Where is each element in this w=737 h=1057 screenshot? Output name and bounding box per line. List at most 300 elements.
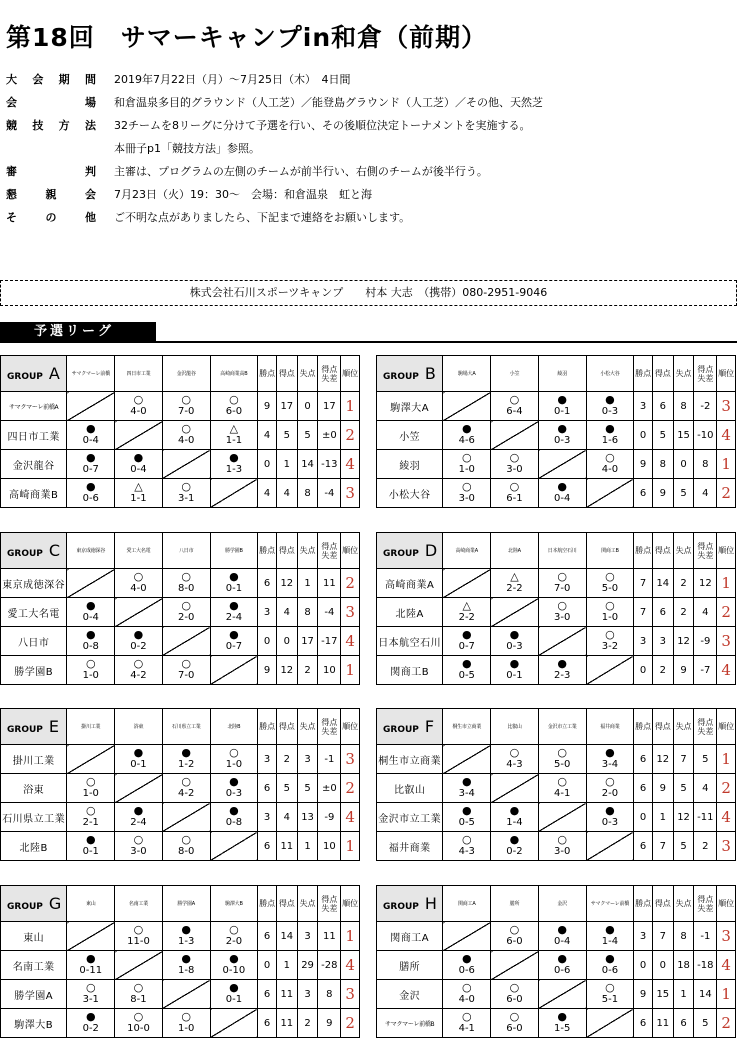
group-h-table: [376, 885, 736, 1037]
match-score: 0-3: [554, 435, 571, 446]
match-score: 0-1: [225, 583, 243, 594]
self-match-cell: [162, 803, 210, 832]
goal-difference: -2: [694, 392, 717, 421]
table-row: [1, 598, 360, 627]
goals-against: 3: [297, 745, 318, 774]
info-value: 和倉温泉多目的グラウンド（人工芝）／能登島グラウンド（人工芝）／その他、天然芝: [114, 96, 543, 109]
column-team-header: 駒澤大B: [210, 886, 258, 922]
stat-header: 順位: [717, 709, 736, 745]
standings-table: [376, 532, 736, 685]
points: 6: [258, 980, 277, 1009]
match-score: 2-0: [225, 936, 243, 947]
match-result: [443, 450, 491, 479]
match-score: 0-1: [82, 846, 99, 857]
stat-header: 得点失差: [318, 533, 341, 569]
result-symbol: ●: [461, 628, 472, 641]
team-name: 東山: [1, 922, 67, 951]
goals-for: 4: [276, 598, 297, 627]
match-score: 4-3: [506, 759, 523, 770]
stat-header: 順位: [717, 356, 736, 392]
info-label: [6, 210, 96, 226]
rank: 4: [341, 803, 360, 832]
match-result: [491, 627, 539, 656]
match-result: [67, 774, 115, 803]
group-letter: C: [48, 541, 61, 560]
match-score: 2-2: [506, 583, 523, 594]
goals-against: 29: [297, 951, 318, 980]
result-symbol: ●: [133, 451, 144, 464]
points: 0: [258, 627, 277, 656]
table-row: [1, 832, 360, 861]
table-row: [377, 569, 736, 598]
result-symbol: ●: [85, 599, 96, 612]
goals-for: 0: [276, 627, 297, 656]
goal-difference: 5: [694, 1009, 717, 1038]
team-name: 愛工大名電: [1, 598, 67, 627]
match-result: [586, 627, 634, 656]
points: 6: [258, 922, 277, 951]
match-result: [210, 980, 258, 1009]
group-name: [1, 886, 67, 922]
result-symbol: ○: [509, 981, 520, 994]
result-symbol: ●: [605, 952, 615, 965]
goals-for: 6: [652, 598, 673, 627]
goals-against: 7: [673, 745, 694, 774]
team-name: 綾羽: [377, 450, 443, 479]
result-symbol: ●: [509, 804, 520, 817]
goals-against: 6: [673, 1009, 694, 1038]
result-symbol: ●: [605, 923, 615, 936]
self-match-cell: [210, 656, 258, 685]
result-symbol: ○: [85, 657, 96, 670]
result-symbol: ○: [509, 923, 520, 936]
team-name: 金沢龍谷: [1, 450, 67, 479]
self-match-cell: [538, 803, 586, 832]
goals-for: 12: [276, 656, 297, 685]
goals-against: 0: [297, 392, 318, 421]
stat-header: 得点失差: [694, 709, 717, 745]
result-symbol: ●: [509, 628, 520, 641]
goals-against: 8: [673, 392, 694, 421]
info-label-char: 懇: [6, 188, 17, 201]
stat-header: 得点: [652, 533, 673, 569]
table-row: [1, 421, 360, 450]
rank: 4: [341, 450, 360, 479]
goal-difference: 17: [318, 392, 341, 421]
result-symbol: ○: [229, 746, 239, 759]
match-result: [443, 598, 491, 627]
team-name: 掛川工業: [1, 745, 67, 774]
stat-header: 得点失差: [694, 533, 717, 569]
page-title: 第18回 サマーキャンプin和倉（前期）: [6, 23, 488, 52]
match-result: [210, 598, 258, 627]
points: 9: [634, 980, 653, 1009]
info-label-char: 大: [6, 73, 17, 86]
match-score: 2-1: [82, 817, 99, 828]
match-score: 3-0: [506, 464, 523, 475]
stat-header: 順位: [341, 886, 360, 922]
points: 3: [258, 598, 277, 627]
goals-against: 5: [673, 774, 694, 803]
match-score: 3-1: [82, 994, 99, 1005]
match-score: 1-1: [130, 493, 147, 504]
table-row: [1, 656, 360, 685]
match-score: 3-2: [601, 641, 619, 652]
info-row: [6, 118, 726, 141]
result-symbol: ○: [181, 480, 191, 493]
points: 6: [258, 774, 277, 803]
stat-header: 順位: [341, 533, 360, 569]
match-result: [210, 922, 258, 951]
result-symbol: ○: [605, 570, 615, 583]
stat-header: 勝点: [258, 533, 277, 569]
standings-table: [0, 708, 360, 861]
table-row: [377, 392, 736, 421]
table-row: [377, 450, 736, 479]
points: 0: [634, 951, 653, 980]
result-symbol: ○: [605, 775, 615, 788]
goals-for: 14: [276, 922, 297, 951]
result-symbol: ○: [461, 981, 472, 994]
result-symbol: ○: [229, 393, 239, 406]
match-result: [443, 951, 491, 980]
result-symbol: ○: [133, 1010, 144, 1023]
match-result: [443, 421, 491, 450]
match-result: [586, 951, 634, 980]
goals-for: 6: [652, 392, 673, 421]
self-match-cell: [162, 450, 210, 479]
goals-against: 5: [297, 421, 318, 450]
stat-header: 勝点: [258, 886, 277, 922]
result-symbol: ○: [557, 775, 567, 788]
match-score: 7-0: [178, 670, 195, 681]
match-score: 0-4: [554, 493, 571, 504]
match-score: 6-0: [225, 406, 243, 417]
goals-for: 5: [276, 774, 297, 803]
group-letter: H: [424, 894, 437, 913]
result-symbol: ○: [181, 599, 191, 612]
rank: 2: [717, 1009, 736, 1038]
result-symbol: ●: [85, 833, 96, 846]
standings-table: [376, 708, 736, 861]
match-result: [491, 569, 539, 598]
match-result: [586, 598, 634, 627]
self-match-cell: [491, 951, 539, 980]
self-match-cell: [115, 951, 163, 980]
goals-against: 5: [673, 479, 694, 508]
match-score: 1-0: [601, 612, 619, 623]
stat-header: 勝点: [258, 356, 277, 392]
result-symbol: △: [510, 570, 519, 583]
team-name: 四日市工業: [1, 421, 67, 450]
table-row: [377, 832, 736, 861]
match-score: 2-0: [178, 612, 195, 623]
group-label: GROUP: [383, 725, 419, 735]
self-match-cell: [443, 569, 491, 598]
team-name: 金沢市立工業: [377, 803, 443, 832]
result-symbol: ○: [181, 393, 191, 406]
match-score: 0-4: [554, 936, 571, 947]
match-result: [538, 774, 586, 803]
match-score: 6-0: [506, 1023, 523, 1034]
result-symbol: ○: [461, 480, 472, 493]
group-letter: D: [424, 541, 438, 560]
group-a-table: [0, 355, 360, 507]
group-name: [377, 533, 443, 569]
points: 0: [634, 803, 653, 832]
table-row: [1, 392, 360, 421]
section-title: 予選リーグ: [0, 322, 156, 342]
self-match-cell: [210, 832, 258, 861]
self-match-cell: [491, 598, 539, 627]
result-symbol: ●: [557, 923, 567, 936]
stat-header: 失点: [297, 356, 318, 392]
column-team-header: 八日市: [162, 533, 210, 569]
info-label-char: 間: [84, 73, 96, 86]
table-row: [1, 479, 360, 508]
goals-for: 2: [276, 745, 297, 774]
goals-for: 1: [652, 803, 673, 832]
result-symbol: ●: [509, 657, 520, 670]
result-symbol: ○: [509, 746, 520, 759]
column-team-header: 掛川工業: [67, 709, 115, 745]
group-letter: B: [424, 364, 436, 383]
points: 3: [634, 922, 653, 951]
match-score: 4-6: [458, 435, 475, 446]
column-team-header: サマクマーレ前橋: [67, 356, 115, 392]
team-name: 勝学園A: [1, 980, 67, 1009]
match-score: 0-5: [458, 670, 475, 681]
result-symbol: ●: [229, 775, 239, 788]
info-label: [6, 95, 96, 111]
column-team-header: 名南工業: [115, 886, 163, 922]
match-score: 0-4: [82, 435, 99, 446]
header-row: [1, 709, 360, 745]
self-match-cell: [443, 392, 491, 421]
goals-for: 1: [276, 450, 297, 479]
info-value: 7月23日（火）19：30～ 会場：和倉温泉 虹と海: [114, 188, 372, 201]
info-row: [6, 187, 726, 210]
match-result: [443, 627, 491, 656]
goals-for: 9: [652, 479, 673, 508]
tournament-info: [6, 72, 726, 233]
goals-for: 7: [652, 922, 673, 951]
table-row: [377, 922, 736, 951]
match-score: 0-8: [82, 641, 99, 652]
match-score: 7-0: [178, 406, 195, 417]
team-name: 関商工B: [377, 656, 443, 685]
match-score: 1-0: [458, 464, 475, 475]
match-result: [210, 803, 258, 832]
result-symbol: ○: [181, 570, 191, 583]
table-row: [1, 980, 360, 1009]
match-result: [210, 627, 258, 656]
match-score: 4-0: [130, 406, 147, 417]
match-result: [491, 922, 539, 951]
info-row: [6, 164, 726, 187]
result-symbol: ○: [181, 775, 191, 788]
goals-against: 2: [297, 1009, 318, 1038]
goal-difference: -7: [694, 656, 717, 685]
column-team-header: 金沢龍谷: [162, 356, 210, 392]
result-symbol: ●: [461, 422, 472, 435]
info-label-char: 技: [32, 119, 44, 132]
result-symbol: △: [462, 599, 471, 612]
match-score: 0-6: [554, 965, 571, 976]
match-score: 0-2: [82, 1023, 99, 1034]
goals-against: 8: [673, 922, 694, 951]
column-team-header: サマクマーレ前橋: [586, 886, 634, 922]
match-result: [210, 951, 258, 980]
match-result: [491, 1009, 539, 1038]
info-value: 32チームを8リーグに分けて予選を行い、その後順位決定トーナメントを実施する。: [114, 119, 531, 132]
match-result: [538, 569, 586, 598]
match-result: [491, 832, 539, 861]
rank: 4: [341, 627, 360, 656]
info-label-char: 会: [6, 96, 17, 109]
match-result: [210, 745, 258, 774]
goal-difference: -9: [694, 627, 717, 656]
goals-for: 17: [276, 392, 297, 421]
match-score: 2-2: [458, 612, 475, 623]
stat-header: 得点: [276, 709, 297, 745]
team-name: 八日市: [1, 627, 67, 656]
result-symbol: ○: [85, 804, 96, 817]
team-name: 高崎商業B: [1, 479, 67, 508]
goal-difference: 12: [694, 569, 717, 598]
goal-difference: -11: [694, 803, 717, 832]
rank: 2: [341, 421, 360, 450]
match-score: 0-1: [225, 994, 243, 1005]
group-g-table: [0, 885, 360, 1037]
header-row: [1, 533, 360, 569]
result-symbol: ●: [85, 628, 96, 641]
match-score: 4-2: [178, 788, 195, 799]
column-team-header: 四日市工業: [115, 356, 163, 392]
column-team-header: 高崎商業A: [443, 533, 491, 569]
match-score: 6-4: [506, 406, 523, 417]
info-label-char: 親: [45, 188, 57, 201]
match-score: 1-4: [506, 817, 523, 828]
stat-header: 勝点: [634, 709, 653, 745]
stat-header: 得点失差: [318, 709, 341, 745]
info-label-char: 法: [84, 119, 96, 132]
team-name: 駒澤大B: [1, 1009, 67, 1038]
info-row: [6, 72, 726, 95]
result-symbol: ●: [85, 1010, 96, 1023]
match-result: [443, 479, 491, 508]
table-row: [377, 774, 736, 803]
rank: 1: [341, 392, 360, 421]
match-result: [115, 392, 163, 421]
group-name: [1, 709, 67, 745]
self-match-cell: [538, 627, 586, 656]
self-match-cell: [491, 421, 539, 450]
info-label-char: 他: [85, 211, 96, 224]
points: 6: [634, 832, 653, 861]
points: 6: [634, 479, 653, 508]
standings-table: [0, 355, 360, 508]
goals-against: 3: [297, 922, 318, 951]
goals-for: 0: [652, 951, 673, 980]
table-row: [1, 803, 360, 832]
column-team-header: 北陸B: [210, 709, 258, 745]
match-result: [443, 803, 491, 832]
table-row: [377, 951, 736, 980]
goals-against: 8: [297, 598, 318, 627]
goals-against: 2: [673, 569, 694, 598]
result-symbol: ○: [181, 657, 191, 670]
match-score: 1-2: [178, 759, 195, 770]
result-symbol: ●: [85, 480, 96, 493]
result-symbol: ●: [181, 746, 191, 759]
rank: 1: [341, 656, 360, 685]
match-result: [491, 980, 539, 1009]
match-result: [162, 598, 210, 627]
match-score: 5-1: [601, 994, 619, 1005]
team-name: 高崎商業A: [377, 569, 443, 598]
info-value: 本冊子p1「競技方法」参照。: [114, 142, 260, 155]
result-symbol: ○: [461, 833, 472, 846]
stat-header: 失点: [673, 709, 694, 745]
result-symbol: ●: [605, 804, 615, 817]
goal-difference: -18: [694, 951, 717, 980]
goal-difference: 4: [694, 479, 717, 508]
standings-table: [376, 885, 736, 1038]
points: 7: [634, 569, 653, 598]
self-match-cell: [538, 450, 586, 479]
rank: 3: [717, 627, 736, 656]
self-match-cell: [162, 980, 210, 1009]
match-result: [586, 980, 634, 1009]
self-match-cell: [443, 922, 491, 951]
team-name: 福井商業: [377, 832, 443, 861]
team-name: 比叡山: [377, 774, 443, 803]
rank: 3: [341, 479, 360, 508]
group-label: GROUP: [7, 372, 43, 382]
goals-against: 14: [297, 450, 318, 479]
info-label: [6, 164, 96, 180]
match-result: [443, 656, 491, 685]
rank: 4: [717, 951, 736, 980]
rank: 1: [717, 980, 736, 1009]
match-result: [538, 832, 586, 861]
result-symbol: ●: [229, 451, 239, 464]
points: 6: [634, 1009, 653, 1038]
group-name: [1, 533, 67, 569]
match-score: 1-5: [554, 1023, 571, 1034]
result-symbol: ○: [133, 923, 144, 936]
goals-for: 7: [652, 832, 673, 861]
column-team-header: 駒場大A: [443, 356, 491, 392]
goal-difference: 4: [694, 598, 717, 627]
column-team-header: 小笠: [491, 356, 539, 392]
goals-for: 4: [276, 479, 297, 508]
team-name: 小笠: [377, 421, 443, 450]
match-result: [538, 479, 586, 508]
team-name: 石川県立工業: [1, 803, 67, 832]
self-match-cell: [115, 774, 163, 803]
result-symbol: ○: [605, 981, 615, 994]
goals-for: 1: [276, 951, 297, 980]
points: 6: [258, 569, 277, 598]
match-result: [115, 832, 163, 861]
match-result: [67, 832, 115, 861]
match-result: [210, 421, 258, 450]
info-value: 2019年7月22日（月）～7月25日（木） 4日間: [114, 73, 351, 86]
stat-header: 得点: [276, 356, 297, 392]
goal-difference: 2: [694, 832, 717, 861]
